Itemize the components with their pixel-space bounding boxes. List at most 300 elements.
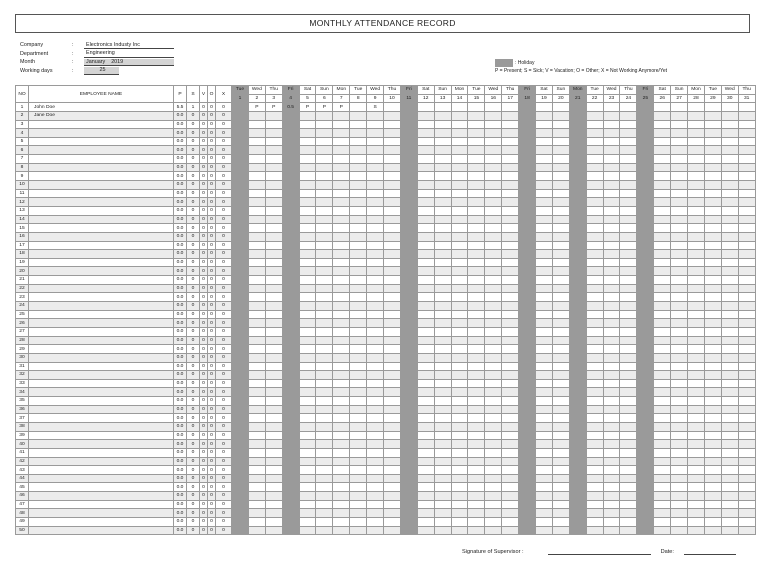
attendance-cell[interactable] — [350, 120, 367, 129]
attendance-cell[interactable] — [265, 483, 282, 492]
attendance-cell[interactable] — [637, 155, 654, 164]
attendance-cell[interactable] — [637, 163, 654, 172]
attendance-cell[interactable] — [265, 206, 282, 215]
attendance-cell[interactable] — [519, 371, 536, 380]
attendance-cell[interactable] — [620, 267, 637, 276]
attendance-cell[interactable] — [603, 518, 620, 527]
attendance-cell[interactable] — [654, 293, 671, 302]
attendance-cell[interactable] — [502, 206, 519, 215]
attendance-cell[interactable] — [552, 276, 569, 285]
attendance-cell[interactable] — [299, 440, 316, 449]
attendance-cell[interactable] — [536, 379, 553, 388]
attendance-cell[interactable] — [485, 293, 502, 302]
attendance-cell[interactable] — [721, 500, 738, 509]
attendance-cell[interactable] — [637, 111, 654, 120]
attendance-cell[interactable] — [485, 474, 502, 483]
attendance-cell[interactable] — [232, 431, 249, 440]
attendance-cell[interactable] — [688, 319, 705, 328]
attendance-cell[interactable] — [333, 319, 350, 328]
attendance-cell[interactable] — [350, 206, 367, 215]
attendance-cell[interactable] — [536, 388, 553, 397]
attendance-cell[interactable] — [400, 293, 417, 302]
attendance-cell[interactable] — [333, 422, 350, 431]
attendance-cell[interactable] — [688, 353, 705, 362]
attendance-cell[interactable] — [265, 224, 282, 233]
attendance-cell[interactable] — [451, 284, 468, 293]
attendance-cell[interactable] — [671, 250, 688, 259]
attendance-cell[interactable] — [485, 509, 502, 518]
attendance-cell[interactable] — [721, 284, 738, 293]
attendance-cell[interactable] — [282, 448, 299, 457]
attendance-cell[interactable] — [485, 526, 502, 535]
attendance-cell[interactable] — [502, 353, 519, 362]
attendance-cell[interactable] — [468, 198, 485, 207]
attendance-cell[interactable] — [384, 457, 401, 466]
employee-name-cell[interactable] — [29, 137, 174, 146]
attendance-cell[interactable] — [333, 405, 350, 414]
attendance-cell[interactable] — [299, 474, 316, 483]
attendance-cell[interactable] — [671, 336, 688, 345]
attendance-cell[interactable] — [417, 267, 434, 276]
attendance-cell[interactable] — [299, 509, 316, 518]
attendance-cell[interactable] — [704, 232, 721, 241]
attendance-cell[interactable] — [451, 146, 468, 155]
attendance-cell[interactable] — [367, 241, 384, 250]
attendance-cell[interactable] — [721, 198, 738, 207]
attendance-cell[interactable] — [519, 258, 536, 267]
attendance-cell[interactable] — [704, 163, 721, 172]
attendance-cell[interactable] — [688, 397, 705, 406]
attendance-cell[interactable] — [468, 267, 485, 276]
attendance-cell[interactable] — [248, 276, 265, 285]
attendance-cell[interactable] — [333, 215, 350, 224]
attendance-cell[interactable] — [434, 345, 451, 354]
attendance-cell[interactable] — [721, 215, 738, 224]
attendance-cell[interactable] — [451, 137, 468, 146]
attendance-cell[interactable] — [265, 267, 282, 276]
attendance-cell[interactable] — [569, 198, 586, 207]
month-field[interactable] — [84, 59, 174, 67]
attendance-cell[interactable] — [704, 258, 721, 267]
attendance-cell[interactable] — [265, 474, 282, 483]
attendance-cell[interactable] — [721, 258, 738, 267]
attendance-cell[interactable] — [316, 405, 333, 414]
attendance-cell[interactable] — [704, 224, 721, 233]
attendance-cell[interactable] — [400, 483, 417, 492]
attendance-cell[interactable] — [434, 137, 451, 146]
attendance-cell[interactable] — [704, 518, 721, 527]
attendance-cell[interactable] — [637, 405, 654, 414]
attendance-cell[interactable] — [265, 379, 282, 388]
attendance-cell[interactable] — [299, 483, 316, 492]
attendance-cell[interactable] — [671, 224, 688, 233]
attendance-cell[interactable] — [316, 440, 333, 449]
attendance-cell[interactable] — [569, 319, 586, 328]
attendance-cell[interactable] — [468, 206, 485, 215]
attendance-cell[interactable] — [671, 111, 688, 120]
attendance-cell[interactable] — [738, 276, 755, 285]
attendance-cell[interactable] — [367, 232, 384, 241]
attendance-cell[interactable] — [704, 293, 721, 302]
attendance-cell[interactable] — [316, 181, 333, 190]
attendance-cell[interactable] — [350, 422, 367, 431]
attendance-cell[interactable] — [721, 206, 738, 215]
attendance-cell[interactable] — [316, 172, 333, 181]
attendance-cell[interactable] — [316, 146, 333, 155]
attendance-cell[interactable] — [333, 129, 350, 138]
attendance-cell[interactable] — [536, 431, 553, 440]
attendance-cell[interactable] — [671, 466, 688, 475]
attendance-cell[interactable] — [417, 189, 434, 198]
attendance-cell[interactable] — [485, 302, 502, 311]
attendance-cell[interactable] — [333, 483, 350, 492]
attendance-cell[interactable] — [671, 448, 688, 457]
attendance-cell[interactable] — [468, 526, 485, 535]
attendance-cell[interactable] — [265, 440, 282, 449]
attendance-cell[interactable] — [417, 310, 434, 319]
attendance-cell[interactable] — [671, 241, 688, 250]
attendance-cell[interactable] — [282, 466, 299, 475]
attendance-cell[interactable] — [485, 319, 502, 328]
attendance-cell[interactable] — [350, 137, 367, 146]
attendance-cell[interactable] — [333, 293, 350, 302]
attendance-cell[interactable] — [586, 405, 603, 414]
attendance-cell[interactable] — [248, 379, 265, 388]
attendance-cell[interactable] — [569, 310, 586, 319]
attendance-cell[interactable] — [671, 345, 688, 354]
employee-name-cell[interactable] — [29, 215, 174, 224]
attendance-cell[interactable] — [671, 120, 688, 129]
company-field[interactable]: Electronics Industy Inc — [84, 42, 174, 50]
attendance-cell[interactable] — [282, 327, 299, 336]
attendance-cell[interactable] — [637, 388, 654, 397]
attendance-cell[interactable] — [468, 405, 485, 414]
attendance-cell[interactable] — [552, 492, 569, 501]
attendance-cell[interactable] — [704, 466, 721, 475]
attendance-cell[interactable] — [434, 353, 451, 362]
attendance-cell[interactable] — [265, 189, 282, 198]
attendance-cell[interactable] — [265, 241, 282, 250]
attendance-cell[interactable] — [671, 284, 688, 293]
attendance-cell[interactable]: P — [299, 103, 316, 112]
attendance-cell[interactable] — [232, 172, 249, 181]
attendance-cell[interactable] — [502, 345, 519, 354]
attendance-cell[interactable] — [384, 466, 401, 475]
attendance-cell[interactable] — [688, 172, 705, 181]
attendance-cell[interactable] — [671, 232, 688, 241]
attendance-cell[interactable] — [248, 111, 265, 120]
attendance-cell[interactable] — [536, 345, 553, 354]
attendance-cell[interactable] — [637, 302, 654, 311]
attendance-cell[interactable] — [603, 120, 620, 129]
attendance-cell[interactable] — [671, 492, 688, 501]
attendance-cell[interactable] — [333, 397, 350, 406]
attendance-cell[interactable] — [384, 353, 401, 362]
attendance-cell[interactable] — [637, 276, 654, 285]
attendance-cell[interactable] — [417, 232, 434, 241]
attendance-cell[interactable] — [232, 181, 249, 190]
attendance-cell[interactable] — [417, 250, 434, 259]
attendance-cell[interactable] — [569, 163, 586, 172]
attendance-cell[interactable] — [282, 293, 299, 302]
attendance-cell[interactable] — [451, 526, 468, 535]
attendance-cell[interactable] — [586, 206, 603, 215]
attendance-cell[interactable] — [603, 336, 620, 345]
attendance-cell[interactable] — [620, 276, 637, 285]
attendance-cell[interactable] — [367, 483, 384, 492]
attendance-cell[interactable] — [620, 414, 637, 423]
attendance-cell[interactable] — [654, 474, 671, 483]
attendance-cell[interactable] — [654, 388, 671, 397]
attendance-cell[interactable] — [536, 137, 553, 146]
attendance-cell[interactable] — [704, 129, 721, 138]
attendance-cell[interactable] — [620, 466, 637, 475]
attendance-cell[interactable] — [282, 474, 299, 483]
attendance-cell[interactable] — [552, 310, 569, 319]
attendance-cell[interactable] — [704, 362, 721, 371]
attendance-cell[interactable] — [333, 137, 350, 146]
employee-name-cell[interactable] — [29, 448, 174, 457]
department-field[interactable]: Engineering — [84, 50, 174, 58]
attendance-cell[interactable] — [350, 129, 367, 138]
attendance-cell[interactable] — [333, 310, 350, 319]
attendance-cell[interactable] — [637, 310, 654, 319]
attendance-cell[interactable] — [637, 284, 654, 293]
attendance-cell[interactable] — [265, 518, 282, 527]
attendance-cell[interactable] — [434, 198, 451, 207]
attendance-cell[interactable] — [265, 509, 282, 518]
attendance-cell[interactable] — [248, 232, 265, 241]
attendance-cell[interactable] — [299, 345, 316, 354]
attendance-cell[interactable] — [316, 129, 333, 138]
attendance-cell[interactable] — [502, 457, 519, 466]
attendance-cell[interactable] — [468, 327, 485, 336]
attendance-cell[interactable] — [502, 267, 519, 276]
signature-line[interactable] — [548, 548, 651, 555]
attendance-cell[interactable] — [282, 120, 299, 129]
attendance-cell[interactable] — [451, 250, 468, 259]
attendance-cell[interactable] — [434, 509, 451, 518]
attendance-cell[interactable] — [299, 267, 316, 276]
attendance-cell[interactable] — [603, 466, 620, 475]
attendance-cell[interactable] — [654, 172, 671, 181]
attendance-cell[interactable] — [536, 163, 553, 172]
attendance-cell[interactable] — [536, 258, 553, 267]
attendance-cell[interactable] — [282, 224, 299, 233]
attendance-cell[interactable] — [400, 241, 417, 250]
attendance-cell[interactable] — [333, 250, 350, 259]
attendance-cell[interactable] — [282, 353, 299, 362]
attendance-cell[interactable] — [367, 215, 384, 224]
attendance-cell[interactable] — [316, 189, 333, 198]
attendance-cell[interactable] — [671, 181, 688, 190]
attendance-cell[interactable] — [519, 120, 536, 129]
attendance-cell[interactable] — [637, 422, 654, 431]
attendance-cell[interactable] — [569, 155, 586, 164]
attendance-cell[interactable] — [536, 120, 553, 129]
attendance-cell[interactable] — [451, 215, 468, 224]
attendance-cell[interactable] — [434, 526, 451, 535]
attendance-cell[interactable] — [552, 371, 569, 380]
attendance-cell[interactable] — [282, 250, 299, 259]
attendance-cell[interactable] — [721, 111, 738, 120]
attendance-cell[interactable] — [688, 111, 705, 120]
attendance-cell[interactable] — [299, 422, 316, 431]
attendance-cell[interactable] — [417, 500, 434, 509]
attendance-cell[interactable] — [586, 414, 603, 423]
attendance-cell[interactable] — [738, 492, 755, 501]
attendance-cell[interactable] — [232, 353, 249, 362]
attendance-cell[interactable] — [434, 483, 451, 492]
attendance-cell[interactable] — [671, 319, 688, 328]
attendance-cell[interactable] — [299, 284, 316, 293]
attendance-cell[interactable] — [654, 371, 671, 380]
attendance-cell[interactable] — [671, 500, 688, 509]
attendance-cell[interactable] — [569, 232, 586, 241]
attendance-cell[interactable] — [232, 405, 249, 414]
attendance-cell[interactable] — [367, 206, 384, 215]
attendance-cell[interactable] — [265, 293, 282, 302]
attendance-cell[interactable] — [721, 302, 738, 311]
attendance-cell[interactable] — [232, 310, 249, 319]
attendance-cell[interactable] — [603, 267, 620, 276]
attendance-cell[interactable] — [654, 250, 671, 259]
attendance-cell[interactable] — [333, 146, 350, 155]
attendance-cell[interactable] — [299, 327, 316, 336]
attendance-cell[interactable] — [502, 129, 519, 138]
attendance-cell[interactable] — [400, 198, 417, 207]
attendance-cell[interactable] — [688, 336, 705, 345]
attendance-cell[interactable] — [620, 232, 637, 241]
attendance-cell[interactable] — [637, 353, 654, 362]
attendance-cell[interactable] — [569, 371, 586, 380]
attendance-cell[interactable] — [637, 414, 654, 423]
attendance-cell[interactable] — [586, 111, 603, 120]
attendance-cell[interactable] — [586, 310, 603, 319]
attendance-cell[interactable] — [603, 284, 620, 293]
attendance-cell[interactable] — [265, 215, 282, 224]
attendance-cell[interactable] — [333, 189, 350, 198]
attendance-cell[interactable] — [299, 155, 316, 164]
attendance-cell[interactable] — [333, 431, 350, 440]
attendance-cell[interactable] — [248, 345, 265, 354]
attendance-cell[interactable] — [519, 353, 536, 362]
attendance-cell[interactable] — [688, 215, 705, 224]
attendance-cell[interactable] — [654, 448, 671, 457]
attendance-cell[interactable] — [502, 276, 519, 285]
attendance-cell[interactable] — [569, 302, 586, 311]
attendance-cell[interactable] — [620, 509, 637, 518]
attendance-cell[interactable] — [620, 345, 637, 354]
attendance-cell[interactable] — [333, 284, 350, 293]
attendance-cell[interactable] — [299, 172, 316, 181]
attendance-cell[interactable] — [232, 302, 249, 311]
attendance-cell[interactable] — [586, 172, 603, 181]
attendance-cell[interactable] — [552, 405, 569, 414]
attendance-cell[interactable] — [485, 466, 502, 475]
attendance-cell[interactable] — [350, 388, 367, 397]
attendance-cell[interactable] — [721, 181, 738, 190]
attendance-cell[interactable] — [603, 293, 620, 302]
attendance-cell[interactable] — [552, 103, 569, 112]
attendance-cell[interactable] — [417, 241, 434, 250]
attendance-cell[interactable] — [400, 172, 417, 181]
attendance-cell[interactable] — [671, 431, 688, 440]
attendance-cell[interactable] — [519, 474, 536, 483]
attendance-cell[interactable] — [552, 483, 569, 492]
attendance-cell[interactable] — [671, 146, 688, 155]
attendance-cell[interactable] — [384, 310, 401, 319]
attendance-cell[interactable] — [333, 509, 350, 518]
attendance-cell[interactable] — [451, 155, 468, 164]
attendance-cell[interactable] — [232, 518, 249, 527]
attendance-cell[interactable] — [384, 474, 401, 483]
attendance-cell[interactable] — [569, 414, 586, 423]
attendance-cell[interactable] — [350, 371, 367, 380]
attendance-cell[interactable] — [569, 137, 586, 146]
attendance-cell[interactable] — [451, 111, 468, 120]
attendance-cell[interactable] — [265, 353, 282, 362]
attendance-cell[interactable] — [502, 293, 519, 302]
attendance-cell[interactable] — [738, 206, 755, 215]
attendance-cell[interactable] — [282, 241, 299, 250]
attendance-cell[interactable] — [569, 405, 586, 414]
attendance-cell[interactable] — [265, 146, 282, 155]
attendance-cell[interactable] — [333, 224, 350, 233]
attendance-cell[interactable] — [738, 474, 755, 483]
attendance-cell[interactable] — [367, 414, 384, 423]
attendance-cell[interactable] — [232, 198, 249, 207]
attendance-cell[interactable] — [468, 111, 485, 120]
attendance-cell[interactable] — [468, 440, 485, 449]
attendance-cell[interactable] — [417, 319, 434, 328]
attendance-cell[interactable] — [552, 206, 569, 215]
attendance-cell[interactable] — [232, 250, 249, 259]
attendance-cell[interactable] — [384, 431, 401, 440]
attendance-cell[interactable] — [519, 137, 536, 146]
attendance-cell[interactable] — [333, 206, 350, 215]
attendance-cell[interactable] — [654, 518, 671, 527]
attendance-cell[interactable] — [384, 405, 401, 414]
attendance-cell[interactable] — [367, 155, 384, 164]
attendance-cell[interactable] — [721, 492, 738, 501]
attendance-cell[interactable] — [704, 181, 721, 190]
attendance-cell[interactable] — [485, 431, 502, 440]
attendance-cell[interactable] — [384, 258, 401, 267]
attendance-cell[interactable] — [654, 267, 671, 276]
attendance-cell[interactable] — [316, 448, 333, 457]
attendance-cell[interactable] — [721, 276, 738, 285]
attendance-cell[interactable] — [265, 319, 282, 328]
attendance-cell[interactable] — [738, 457, 755, 466]
attendance-cell[interactable] — [434, 232, 451, 241]
attendance-cell[interactable] — [299, 146, 316, 155]
attendance-cell[interactable] — [586, 189, 603, 198]
attendance-cell[interactable] — [536, 103, 553, 112]
attendance-cell[interactable] — [637, 146, 654, 155]
attendance-cell[interactable] — [536, 474, 553, 483]
attendance-cell[interactable] — [350, 500, 367, 509]
attendance-cell[interactable] — [738, 448, 755, 457]
attendance-cell[interactable] — [519, 224, 536, 233]
employee-name-cell[interactable] — [29, 336, 174, 345]
attendance-cell[interactable] — [485, 258, 502, 267]
attendance-cell[interactable] — [502, 526, 519, 535]
attendance-cell[interactable] — [704, 509, 721, 518]
attendance-cell[interactable] — [468, 129, 485, 138]
attendance-cell[interactable] — [367, 457, 384, 466]
attendance-cell[interactable] — [502, 181, 519, 190]
